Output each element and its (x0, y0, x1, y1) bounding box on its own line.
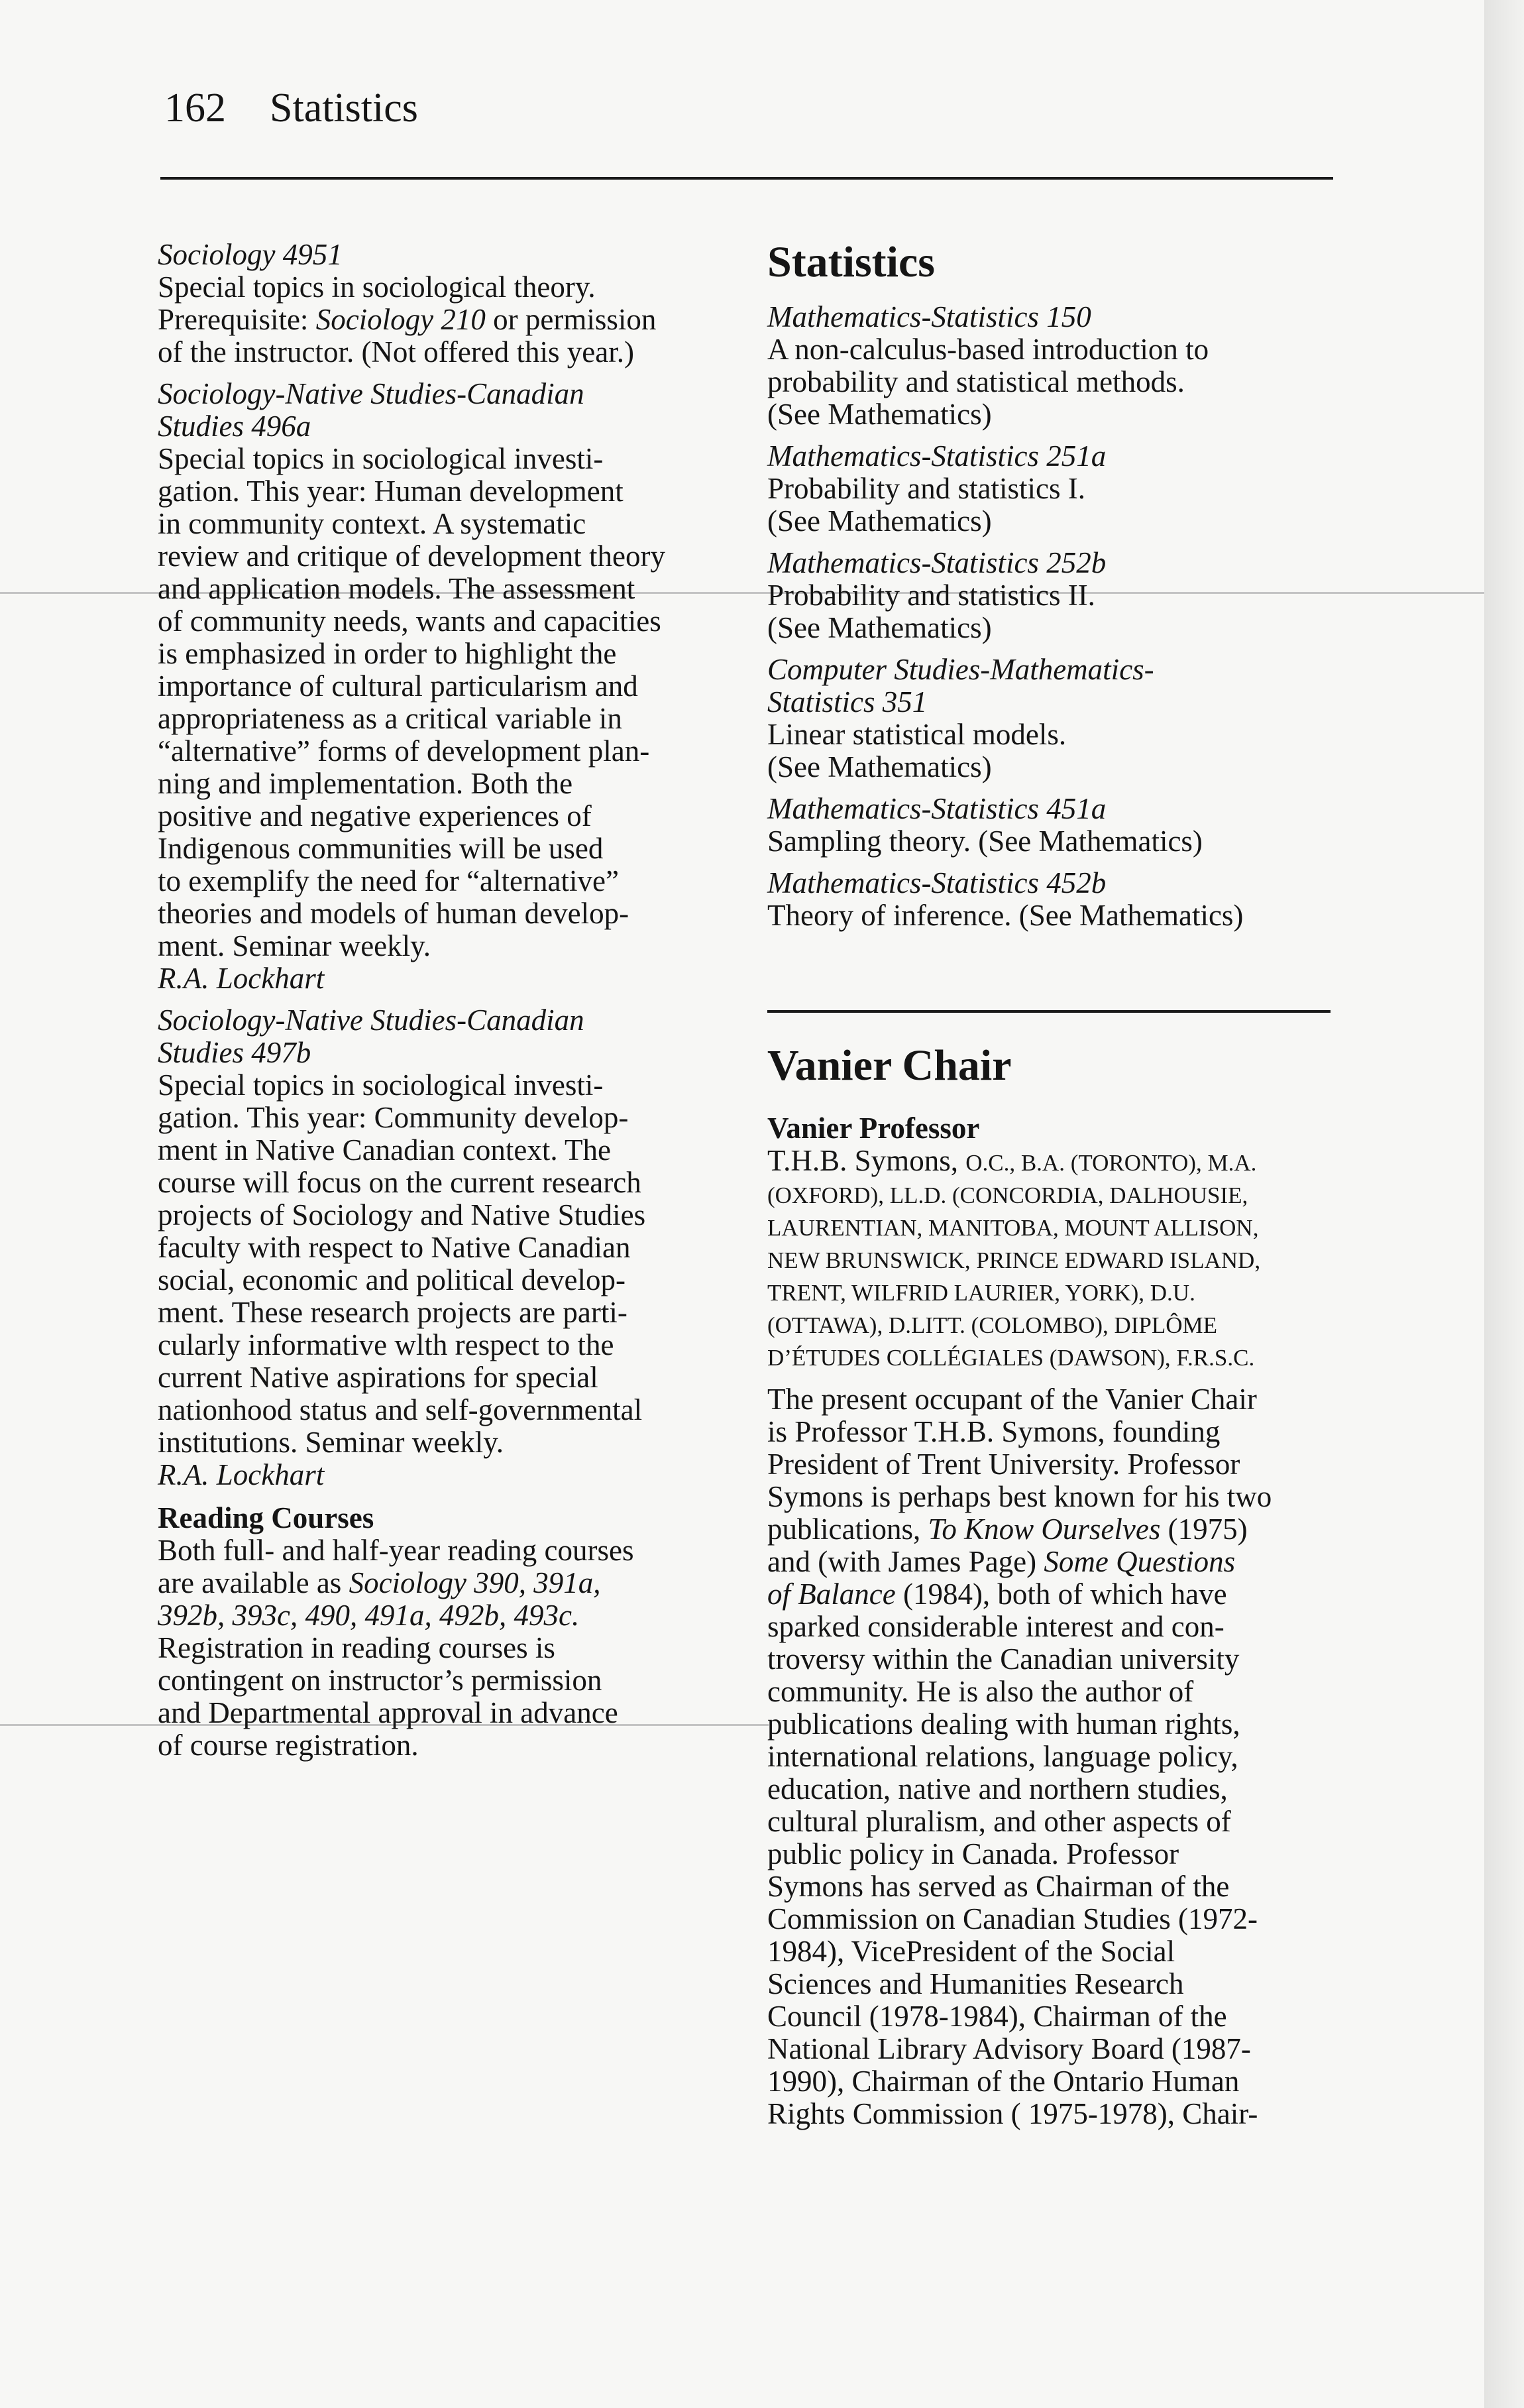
statistics-heading: Statistics (767, 238, 935, 286)
reading-line: Both full- and half-year reading courses (158, 1534, 634, 1567)
bio-line: troversy within the Canadian university (767, 1642, 1240, 1676)
reading-line: 392b, 393c, 490, 491a, 492b, 493c. (158, 1599, 580, 1632)
course-entry (158, 1004, 741, 1491)
credentials-line: D’ÉTUDES COLLÉGIALES (DAWSON), F.R.S.C. (767, 1345, 1255, 1371)
course-desc-line: importance of cultural particularism and (158, 669, 638, 703)
course-desc-line: Special topics in sociological theory. (158, 270, 596, 304)
course-desc-line: nationhood status and self-governmental (158, 1393, 643, 1426)
bio-line: Council (1978-1984), Chairman of the (767, 2000, 1227, 2033)
course-entry (767, 793, 1337, 858)
course-entry (767, 301, 1337, 431)
course-desc-line: theories and models of human develop- (158, 897, 629, 930)
course-desc-line: ment. Seminar weekly. (158, 929, 431, 962)
page-number: 162 (164, 86, 226, 131)
vanier-heading: Vanier Chair (767, 1041, 1012, 1090)
credentials-line: LAURENTIAN, MANITOBA, MOUNT ALLISON, (767, 1215, 1259, 1241)
course-entry (767, 440, 1337, 538)
bio-line: international relations, language policy, (767, 1740, 1238, 1773)
course-desc-line: Prerequisite: Sociology 210 or permission (158, 303, 657, 336)
course-desc-line: course will focus on the current research (158, 1166, 641, 1199)
professor-heading: Vanier Professor (767, 1112, 980, 1145)
course-code: Studies 496a (158, 410, 311, 443)
course-desc-line: ning and implementation. Both the (158, 767, 573, 800)
bio-line: is Professor T.H.B. Symons, founding (767, 1415, 1221, 1448)
course-desc-line: ment. These research projects are parti- (158, 1296, 627, 1329)
course-desc-line: social, economic and political develop- (158, 1263, 626, 1296)
course-desc-line: in community context. A systematic (158, 507, 586, 540)
course-desc-line: Theory of inference. (See Mathematics) (767, 899, 1244, 932)
bio-line: National Library Advisory Board (1987- (767, 2032, 1251, 2065)
bio-line: The present occupant of the Vanier Chair (767, 1383, 1257, 1416)
bio-line: President of Trent University. Professor (767, 1448, 1240, 1481)
section-divider (767, 1010, 1331, 1013)
course-entry (158, 239, 741, 369)
bio-line: Commission on Canadian Studies (1972- (767, 1902, 1258, 1935)
bio-line: public policy in Canada. Professor (767, 1837, 1179, 1870)
credentials-line: (OXFORD), LL.D. (CONCORDIA, DALHOUSIE, (767, 1182, 1248, 1208)
course-desc-line: current Native aspirations for special (158, 1361, 598, 1394)
course-desc-line: positive and negative experiences of (158, 799, 592, 832)
course-desc-line: Special topics in sociological investi- (158, 442, 604, 475)
credentials-line (767, 1145, 1337, 1179)
course-desc-line: “alternative” forms of development plan- (158, 734, 650, 768)
course-desc-line: A non-calculus-based introduction to (767, 333, 1209, 366)
right-column (767, 239, 1337, 2130)
instructor-name: R.A. Lockhart (158, 1458, 325, 1491)
bio-line: cultural pluralism, and other aspects of (767, 1805, 1231, 1838)
reading-courses-heading: Reading Courses (158, 1501, 374, 1534)
course-desc-line: Probability and statistics II. (767, 579, 1095, 612)
course-entry (767, 654, 1337, 783)
course-entry (158, 378, 741, 995)
professor-bio (767, 1383, 1337, 2130)
course-desc-line: Special topics in sociological investi- (158, 1068, 604, 1102)
bio-line: community. He is also the author of (767, 1675, 1194, 1708)
credentials-line: (OTTAWA), D.LITT. (COLOMBO), DIPLÔME (767, 1312, 1218, 1338)
reading-courses (158, 1502, 741, 1762)
reading-line: are available as Sociology 390, 391a, (158, 1566, 601, 1599)
bio-line: Symons is perhaps best known for his two (767, 1480, 1272, 1513)
course-desc-line: of community needs, wants and capacities (158, 604, 661, 638)
course-desc-line: ment in Native Canadian context. The (158, 1133, 611, 1167)
credentials-line: TRENT, WILFRID LAURIER, YORK), D.U. (767, 1280, 1195, 1306)
course-desc-line: institutions. Seminar weekly. (158, 1426, 504, 1459)
course-desc-line: cularly informative wlth respect to the (158, 1328, 614, 1361)
vanier-professor (767, 1112, 1337, 1374)
course-desc-line: to exemplify the need for “alternative” (158, 864, 619, 897)
course-entry (767, 547, 1337, 644)
reading-line: Registration in reading courses is (158, 1631, 555, 1664)
professor-name: T.H.B. Symons, (767, 1144, 958, 1177)
course-desc-line: faculty with respect to Native Canadian (158, 1231, 631, 1264)
course-code: Mathematics-Statistics 451a (767, 792, 1107, 825)
course-desc-line: review and critique of development theory (158, 540, 665, 573)
course-entry (767, 867, 1337, 932)
reading-line: of course registration. (158, 1729, 419, 1762)
course-desc-line: (See Mathematics) (767, 611, 992, 644)
course-code: Sociology 4951 (158, 238, 343, 271)
course-desc-line: gation. This year: Community develop- (158, 1101, 629, 1134)
course-code: Mathematics-Statistics 150 (767, 300, 1091, 333)
bio-line: Symons has served as Chairman of the (767, 1870, 1230, 1903)
course-desc-line: gation. This year: Human development (158, 475, 624, 508)
course-desc-line: of the instructor. (Not offered this year.) (158, 335, 634, 369)
left-column (158, 239, 741, 1762)
course-desc-line: (See Mathematics) (767, 750, 992, 783)
instructor-name: R.A. Lockhart (158, 962, 325, 995)
running-title: Statistics (270, 86, 418, 131)
credentials-text: O.C., B.A. (TORONTO), M.A. (965, 1150, 1257, 1176)
course-desc-line: and application models. The assessment (158, 572, 635, 605)
course-code: Studies 497b (158, 1036, 311, 1069)
course-desc-line: is emphasized in order to highlight the (158, 637, 617, 670)
reading-line: contingent on instructor’s permission (158, 1664, 602, 1697)
course-code: Mathematics-Statistics 452b (767, 866, 1107, 899)
course-desc-line: appropriateness as a critical variable in (158, 702, 622, 735)
course-desc-line: probability and statistical methods. (767, 365, 1185, 398)
bio-line: Rights Commission ( 1975-1978), Chair- (767, 2097, 1258, 2130)
bio-line: 1984), VicePresident of the Social (767, 1935, 1175, 1968)
page-edge-shadow (1484, 0, 1524, 2408)
course-desc-line: Sampling theory. (See Mathematics) (767, 825, 1203, 858)
bio-line: sparked considerable interest and con- (767, 1610, 1225, 1643)
course-code: Sociology-Native Studies-Canadian (158, 1003, 584, 1037)
course-code: Sociology-Native Studies-Canadian (158, 377, 584, 410)
course-code: Mathematics-Statistics 251a (767, 439, 1107, 473)
bio-line: publications dealing with human rights, (767, 1707, 1240, 1741)
header-rule (160, 177, 1333, 180)
bio-line: education, native and northern studies, (767, 1772, 1228, 1806)
bio-line: and (with James Page) Some Questions (767, 1545, 1236, 1578)
reading-line: and Departmental approval in advance (158, 1696, 618, 1729)
course-desc-line: (See Mathematics) (767, 398, 992, 431)
course-desc-line: (See Mathematics) (767, 504, 992, 538)
bio-line: of Balance (1984), both of which have (767, 1577, 1227, 1611)
course-desc-line: projects of Sociology and Native Studies (158, 1198, 646, 1232)
course-code: Mathematics-Statistics 252b (767, 546, 1107, 579)
course-code: Statistics 351 (767, 685, 928, 718)
bio-line: Sciences and Humanities Research (767, 1967, 1184, 2000)
course-desc-line: Linear statistical models. (767, 718, 1067, 751)
course-desc-line: Probability and statistics I. (767, 472, 1085, 505)
bio-line: 1990), Chairman of the Ontario Human (767, 2065, 1240, 2098)
credentials-line: NEW BRUNSWICK, PRINCE EDWARD ISLAND, (767, 1247, 1261, 1273)
course-code: Computer Studies-Mathematics- (767, 653, 1154, 686)
course-desc-line: Indigenous communities will be used (158, 832, 604, 865)
bio-line: publications, To Know Ourselves (1975) (767, 1513, 1248, 1546)
running-header (164, 85, 418, 132)
